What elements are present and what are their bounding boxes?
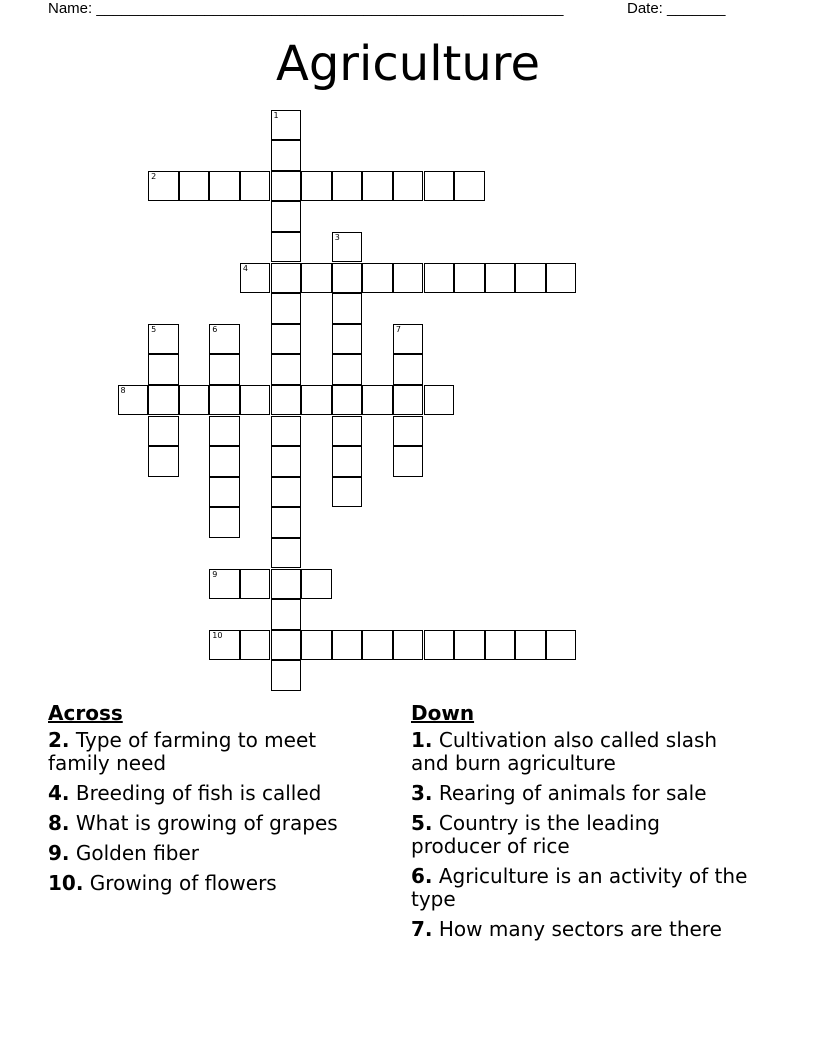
crossword-cell[interactable] [148, 354, 179, 385]
clue-text: Golden fiber [75, 841, 200, 865]
crossword-cell[interactable] [240, 263, 271, 294]
clue-number: 8. [48, 811, 70, 835]
crossword-cell[interactable] [424, 385, 455, 416]
clue-number: 4. [48, 781, 70, 805]
crossword-cell[interactable] [271, 416, 302, 447]
crossword-cell[interactable] [209, 324, 240, 355]
crossword-cell[interactable] [271, 110, 302, 141]
crossword-cell[interactable] [301, 630, 332, 661]
crossword-cell[interactable] [271, 538, 302, 569]
crossword-cell[interactable] [148, 416, 179, 447]
clue-number: 6. [411, 864, 433, 888]
down-clue [411, 782, 751, 805]
date-field-label: Date: _______ [627, 0, 726, 17]
crossword-cell[interactable] [148, 324, 179, 355]
crossword-cell[interactable] [393, 354, 424, 385]
crossword-cell[interactable] [271, 201, 302, 232]
crossword-cell[interactable] [271, 354, 302, 385]
down-clue [411, 729, 751, 775]
page-title: Agriculture [276, 36, 540, 92]
crossword-cell[interactable] [485, 630, 516, 661]
clue-text: How many sectors are there [438, 917, 722, 941]
clue-number-label: 6 [212, 324, 218, 334]
crossword-cell[interactable] [393, 263, 424, 294]
crossword-cell[interactable] [301, 171, 332, 202]
crossword-cell[interactable] [332, 446, 363, 477]
crossword-cell[interactable] [271, 630, 302, 661]
crossword-cell[interactable] [148, 446, 179, 477]
across-clue [48, 872, 378, 895]
down-clue [411, 865, 751, 911]
crossword-cell[interactable] [546, 263, 577, 294]
crossword-cell[interactable] [209, 416, 240, 447]
clue-text: Type of farming to meet family need [48, 728, 317, 775]
across-clue [48, 729, 378, 775]
crossword-cell[interactable] [209, 569, 240, 600]
clue-number: 1. [411, 728, 433, 752]
crossword-cell[interactable] [332, 293, 363, 324]
across-clue [48, 782, 378, 805]
crossword-cell[interactable] [546, 630, 577, 661]
crossword-cell[interactable] [271, 385, 302, 416]
crossword-cell[interactable] [454, 630, 485, 661]
crossword-cell[interactable] [485, 263, 516, 294]
clue-number-label: 7 [395, 324, 401, 334]
crossword-cell[interactable] [240, 385, 271, 416]
clue-number: 7. [411, 917, 433, 941]
crossword-cell[interactable] [332, 385, 363, 416]
crossword-cell[interactable] [209, 477, 240, 508]
crossword-cell[interactable] [240, 171, 271, 202]
crossword-cell[interactable] [332, 263, 363, 294]
crossword-cell[interactable] [454, 171, 485, 202]
crossword-cell[interactable] [271, 477, 302, 508]
crossword-cell[interactable] [271, 324, 302, 355]
clue-number-label: 3 [334, 232, 340, 242]
clue-number: 10. [48, 871, 84, 895]
crossword-cell[interactable] [209, 507, 240, 538]
crossword-cell[interactable] [118, 385, 149, 416]
clue-number: 5. [411, 811, 433, 835]
crossword-cell[interactable] [240, 569, 271, 600]
clue-number-label: 8 [120, 385, 126, 395]
crossword-cell[interactable] [271, 569, 302, 600]
crossword-cell[interactable] [148, 385, 179, 416]
crossword-cell[interactable] [515, 630, 546, 661]
crossword-cell[interactable] [271, 507, 302, 538]
across-clue [48, 812, 378, 835]
clue-text: Breeding of fish is called [75, 781, 322, 805]
crossword-cell[interactable] [424, 263, 455, 294]
crossword-cell[interactable] [209, 446, 240, 477]
crossword-cell[interactable] [332, 630, 363, 661]
crossword-cell[interactable] [240, 630, 271, 661]
crossword-cell[interactable] [332, 171, 363, 202]
crossword-cell[interactable] [332, 232, 363, 263]
crossword-cell[interactable] [301, 569, 332, 600]
across-heading: Across [48, 701, 123, 725]
down-heading: Down [411, 701, 475, 725]
clue-number-label: 1 [273, 110, 279, 120]
crossword-cell[interactable] [271, 599, 302, 630]
clue-number-label: 5 [151, 324, 157, 334]
crossword-cell[interactable] [332, 354, 363, 385]
clue-text: Country is the leading producer of rice [411, 811, 660, 858]
crossword-cell[interactable] [393, 171, 424, 202]
clue-number-label: 9 [212, 569, 218, 579]
crossword-cell[interactable] [271, 293, 302, 324]
crossword-cell[interactable] [271, 446, 302, 477]
name-field-label: Name: ________________________________________________________ [48, 0, 564, 17]
clue-number: 9. [48, 841, 70, 865]
crossword-cell[interactable] [393, 446, 424, 477]
crossword-cell[interactable] [424, 630, 455, 661]
clue-number: 2. [48, 728, 70, 752]
clue-text: Rearing of animals for sale [438, 781, 707, 805]
down-clue [411, 918, 751, 941]
crossword-cell[interactable] [332, 416, 363, 447]
crossword-cell[interactable] [271, 660, 302, 691]
clue-text: Agriculture is an activity of the type [411, 864, 748, 911]
crossword-cell[interactable] [424, 171, 455, 202]
crossword-cell[interactable] [454, 263, 485, 294]
crossword-cell[interactable] [271, 171, 302, 202]
crossword-cell[interactable] [393, 416, 424, 447]
clue-number-label: 4 [242, 263, 248, 273]
crossword-cell[interactable] [271, 140, 302, 171]
crossword-cell[interactable] [393, 324, 424, 355]
across-clues [48, 702, 378, 902]
crossword-cell[interactable] [271, 263, 302, 294]
crossword-cell[interactable] [332, 324, 363, 355]
crossword-cell[interactable] [179, 385, 210, 416]
crossword-cell[interactable] [515, 263, 546, 294]
clue-text: Cultivation also called slash and burn agriculture [411, 728, 718, 775]
crossword-cell[interactable] [209, 630, 240, 661]
crossword-cell[interactable] [362, 263, 393, 294]
crossword-cell[interactable] [148, 171, 179, 202]
crossword-cell[interactable] [209, 354, 240, 385]
crossword-cell[interactable] [393, 630, 424, 661]
crossword-cell[interactable] [179, 171, 210, 202]
crossword-cell[interactable] [393, 385, 424, 416]
crossword-cell[interactable] [209, 385, 240, 416]
clue-number-label: 2 [151, 171, 157, 181]
crossword-cell[interactable] [332, 477, 363, 508]
crossword-cell[interactable] [362, 385, 393, 416]
crossword-cell[interactable] [301, 263, 332, 294]
down-clue [411, 812, 751, 858]
clue-number-label: 10 [212, 630, 223, 640]
crossword-cell[interactable] [301, 385, 332, 416]
clue-text: Growing of flowers [89, 871, 277, 895]
crossword-cell[interactable] [362, 630, 393, 661]
crossword-cell[interactable] [209, 171, 240, 202]
down-clues [411, 702, 751, 948]
across-clue [48, 842, 378, 865]
clue-number: 3. [411, 781, 433, 805]
crossword-cell[interactable] [362, 171, 393, 202]
crossword-cell[interactable] [271, 232, 302, 263]
clue-text: What is growing of grapes [75, 811, 338, 835]
